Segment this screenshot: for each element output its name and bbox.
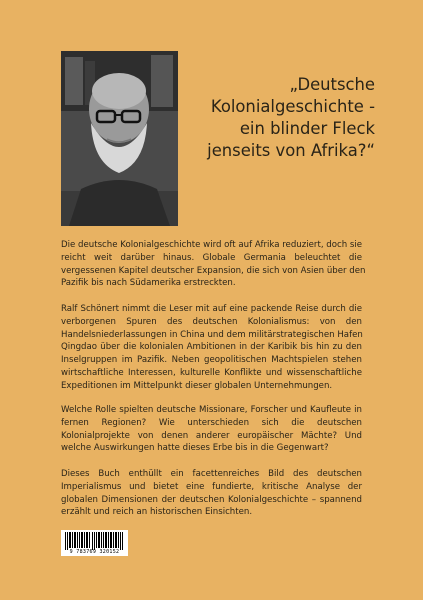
paragraph-line: erzählt und reich an historischen Einsichten. (61, 507, 253, 518)
paragraph-questions (61, 404, 362, 455)
paragraph-journey (61, 303, 362, 393)
quote-line: jenseits von Afrika?“ (207, 141, 375, 160)
paragraph-line: Ralf Schönert nimmt die Leser mit auf eine packende Reise durch die (61, 304, 362, 314)
quote-line: ein blinder Fleck (239, 119, 375, 138)
isbn-number: 9 783769 320152 (69, 549, 120, 555)
paragraph-line: reicht weit darüber hinaus. Globale Germania beleuchtet die (61, 252, 362, 263)
paragraph-line: Handelsniederlassungen in China und dem militärstrategischen Hafen (61, 329, 363, 340)
paragraph-line: welche Auswirkungen hatte dieses Erbe bis in die Gegenwart? (61, 443, 329, 454)
quote-line: „Deutsche (289, 75, 375, 94)
paragraph-line: fernen Regionen? Wie unterschieden sich die deutschen (61, 417, 362, 428)
paragraph-line: Imperialismus und bietet eine fundierte, kritische Analyse der (61, 481, 362, 492)
paragraph-intro (61, 239, 366, 290)
paragraph-line: Welche Rolle spielten deutsche Missionare, Forscher und Kaufleute in (61, 405, 362, 415)
quote-heading (205, 74, 375, 162)
paragraph-line: Pazifik bis nach Südamerika erstreckten. (61, 278, 236, 289)
paragraph-line: Qingdao über die kolonialen Ambitionen in der Karibik bis hin zu den (61, 342, 362, 353)
paragraph-line: wirtschaftliche Interessen, kulturelle Konflikte und wissenschaftliche (61, 367, 362, 378)
paragraph-summary (61, 468, 362, 519)
author-photo (61, 51, 178, 226)
paragraph-line: verborgenen Spuren des deutschen Kolonialismus: von den (61, 316, 362, 327)
paragraph-line: vergessenen Kapitel deutscher Expansion, die sich von Asien über den (61, 265, 366, 276)
paragraph-line: Expeditionen im Mittelpunkt dieser globalen Unternehmungen. (61, 380, 333, 391)
paragraph-line: Die deutsche Kolonialgeschichte wird oft auf Afrika reduziert, doch sie (61, 240, 363, 250)
paragraph-line: Dieses Buch enthüllt ein facettenreiches Bild des deutschen (61, 469, 362, 479)
paragraph-line: Kolonialprojekte von denen anderer europäischer Mächte? Und (61, 430, 362, 441)
paragraph-line: globalen Dimensionen der deutschen Kolonialgeschichte – spannend (61, 494, 362, 505)
paragraph-line: Inselgruppen im Pazifik. Neben geopolitischen Machtspielen stehen (61, 355, 362, 366)
isbn-barcode (61, 530, 128, 556)
quote-line: Kolonialgeschichte - (210, 97, 375, 116)
